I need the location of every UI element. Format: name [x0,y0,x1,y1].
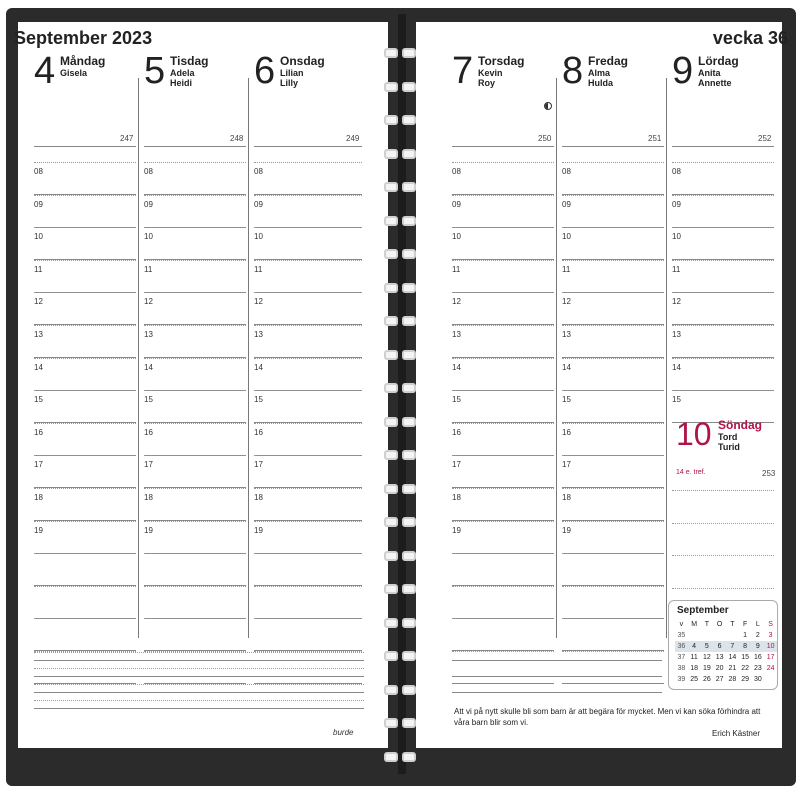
slot-line [254,227,362,228]
binding-ring [384,182,420,192]
hour-label: 10 [254,232,263,242]
calendar-header: S [768,621,773,628]
mini-calendar-table [675,619,777,685]
name-day: Kevin [478,68,503,78]
calendar-day: 2 [755,632,760,639]
hour-label: 08 [672,167,681,176]
left-page [18,22,388,748]
calendar-day: 11 [690,654,698,661]
hour-label: 19 [144,525,153,535]
separator-line [452,146,554,147]
calendar-day: 10 [764,641,777,652]
day-number: 8 [562,50,584,92]
hour-label: 16 [254,427,263,437]
slot-line [452,651,554,652]
slot-line [144,260,246,261]
sunday-name-1: Tord [718,432,738,442]
slot-line [34,521,136,522]
slot-line [562,651,664,652]
hour-label: 12 [144,297,153,307]
slot-line [452,260,554,261]
calendar-header: M [691,621,698,628]
slot-line [452,488,554,489]
binding-ring [384,551,420,561]
slot-line [254,390,362,391]
calendar-day: 19 [702,665,711,672]
hour-label: 15 [562,395,571,405]
hour-label: 10 [562,232,571,242]
hour-label: 19 [34,525,43,535]
calendar-day: 6 [713,641,726,652]
slot-line [254,455,362,456]
slot-line [452,358,554,359]
slot-line [672,490,774,491]
slot-line [452,553,554,554]
moon-phase-icon [544,102,552,110]
slot-line [562,358,664,359]
slot-line [34,358,136,359]
calendar-day: 23 [753,665,762,672]
hour-label: 15 [34,395,43,405]
slot-line [34,227,136,228]
hour-label: 15 [672,395,681,405]
slot-line [34,390,136,391]
slot-line [562,227,664,228]
column-divider [666,78,667,638]
calendar-day: 27 [715,676,724,683]
day-name: Måndag [60,54,106,68]
slot-line [562,455,664,456]
binding-ring [384,685,420,695]
hour-label: 11 [452,264,461,274]
name-day: Annette [698,78,732,88]
name-day: Lilian [280,68,304,78]
slot-line [254,618,362,619]
slot-line [562,683,664,684]
separator-line [672,146,774,147]
slot-line [254,325,362,326]
day-name: Torsdag [478,54,525,68]
slot-line [254,162,362,163]
calendar-day [726,630,739,641]
calendar-day: 20 [715,665,724,672]
slot-line [144,618,246,619]
slot-line [452,292,554,293]
calendar-day: 13 [715,654,724,661]
sunday-name: Söndag [718,418,762,432]
slot-line [672,195,774,196]
separator-line [254,146,362,147]
slot-line [672,227,774,228]
slot-line [562,553,664,554]
binding-ring [384,149,420,159]
slot-line [34,423,136,424]
slot-line [144,488,246,489]
separator-line [34,146,136,147]
name-day: Roy [478,78,496,88]
name-day: Anita [698,68,721,78]
day-number: 7 [452,50,474,92]
name-day: Lilly [280,78,299,88]
slot-line [254,423,362,424]
hour-label: 18 [452,493,461,502]
hour-label: 11 [254,264,263,274]
slot-line [562,195,664,196]
binding-ring [384,752,420,762]
slot-line [254,292,362,293]
calendar-day: 25 [690,676,699,683]
slot-line [562,390,664,391]
slot-line [452,390,554,391]
day-of-year: 249 [346,134,360,143]
calendar-day: 22 [741,665,750,672]
calendar-week: 37 [677,654,686,661]
calendar-week: 35 [677,632,686,639]
slot-line [254,195,362,196]
notes-line [34,660,364,661]
hour-label: 18 [254,493,263,502]
slot-line [34,292,136,293]
day-of-year: 247 [120,134,134,143]
hour-label: 17 [452,460,461,470]
binding-ring [384,718,420,728]
binding-ring [384,584,420,594]
binding-ring [384,82,420,92]
hour-label: 14 [144,362,153,372]
hour-label: 16 [144,427,153,437]
calendar-day: 24 [766,665,775,672]
calendar-day: 16 [753,654,762,661]
slot-line [144,553,246,554]
slot-line [34,586,136,587]
month-title: September 2023 [14,28,153,48]
hour-label: 14 [254,362,263,372]
hour-label: 18 [562,493,571,502]
hour-label: 17 [254,460,263,470]
calendar-header: T [730,621,735,628]
hour-label: 08 [34,167,43,176]
binding-ring [384,618,420,628]
calendar-day: 14 [728,654,737,661]
slot-line [672,523,774,524]
slot-line [144,227,246,228]
sunday-name-2: Turid [718,442,740,452]
slot-line [34,195,136,196]
binding-ring [384,651,420,661]
notes-line [452,692,662,693]
hour-label: 18 [144,493,153,502]
slot-line [34,162,136,163]
hour-label: 15 [452,395,461,405]
column-divider [248,78,249,638]
slot-line [452,586,554,587]
hour-label: 13 [672,330,681,339]
hour-label: 16 [452,427,461,437]
binding-ring [384,216,420,226]
day-number: 4 [34,50,56,92]
hour-label: 11 [144,264,153,274]
notes-line [34,652,364,653]
slot-line [452,195,554,196]
slot-line [672,292,774,293]
hour-label: 11 [34,264,43,274]
hour-label: 12 [452,297,461,307]
hour-label: 13 [34,330,43,339]
mini-calendar [668,600,778,690]
hour-label: 08 [562,167,571,176]
calendar-day [764,674,777,685]
hour-label: 13 [452,330,461,339]
hour-label: 17 [144,460,153,470]
hour-label: 12 [562,297,571,307]
calendar-day [701,630,714,641]
notes-line [34,692,364,693]
binding-ring [384,48,420,58]
calendar-day: 12 [702,654,711,661]
day-of-year: 251 [648,134,662,143]
slot-line [144,195,246,196]
binding-ring [384,350,420,360]
name-day: Alma [588,68,611,78]
hour-label: 16 [562,427,571,437]
slot-line [452,521,554,522]
slot-line [254,488,362,489]
binding-ring [384,283,420,293]
hour-label: 17 [562,460,571,470]
slot-line [452,618,554,619]
calendar-day [713,630,726,641]
slot-line [144,521,246,522]
slot-line [144,423,246,424]
calendar-day: 21 [728,665,737,672]
hour-label: 09 [672,199,681,209]
slot-line [144,325,246,326]
slot-line [562,325,664,326]
notes-line [452,676,662,677]
binding-ring [384,249,420,259]
calendar-day: 9 [752,641,765,652]
slot-line [672,588,774,589]
calendar-day [688,630,701,641]
hour-label: 14 [562,362,571,372]
slot-line [254,586,362,587]
hour-label: 12 [254,297,263,307]
day-name: Fredag [588,54,629,68]
calendar-header: F [742,621,748,628]
hour-label: 13 [254,330,263,339]
notes-line [34,684,364,685]
hour-label: 08 [254,167,263,176]
day-number: 9 [672,50,694,92]
slot-line [562,586,664,587]
calendar-header: v [679,621,684,628]
slot-line [672,325,774,326]
hour-label: 08 [144,167,153,176]
slot-line [144,586,246,587]
slot-line [34,260,136,261]
slot-line [34,455,136,456]
slot-line [34,553,136,554]
week-label: vecka 36 [712,28,788,48]
slot-line [562,618,664,619]
day-number: 5 [144,50,166,92]
slot-line [562,488,664,489]
calendar-week: 38 [677,665,686,672]
calendar-day: 7 [726,641,739,652]
hour-label: 13 [562,330,571,339]
hour-label: 16 [34,427,43,437]
slot-line [144,358,246,359]
day-of-year: 250 [538,134,552,143]
sunday-number: 10 [676,416,712,452]
slot-line [452,162,554,163]
slot-line [34,618,136,619]
hour-label: 15 [144,395,153,405]
hour-label: 10 [452,232,461,242]
calendar-day: 8 [739,641,752,652]
hour-label: 08 [452,167,461,176]
hour-label: 10 [34,232,43,242]
notes-line [34,676,364,677]
hour-label: 18 [34,493,43,502]
slot-line [144,390,246,391]
hour-label: 19 [562,525,571,535]
slot-line [254,260,362,261]
binding-ring [384,115,420,125]
slot-line [452,227,554,228]
notes-line [34,668,364,669]
name-day: Adela [170,68,195,78]
hour-label: 11 [562,264,571,274]
hour-label: 14 [672,362,681,372]
calendar-week: 39 [677,676,686,683]
hour-label: 19 [254,525,263,535]
quote-text: Att vi på nytt skulle bli som barn är att begära för mycket. Men vi kan söka förhindra att våra barn blir som vi. [454,707,761,727]
calendar-day: 30 [753,676,762,683]
separator-line [144,146,246,147]
calendar-day: 1 [743,632,748,639]
name-day: Heidi [170,78,193,88]
slot-line [562,292,664,293]
slot-line [672,162,774,163]
mini-calendar-title: September [677,605,729,616]
hour-label: 09 [562,199,571,209]
calendar-day: 15 [741,654,750,661]
binding-ring [384,417,420,427]
day-name: Lördag [698,54,739,68]
hour-label: 09 [452,199,461,209]
slot-line [144,455,246,456]
calendar-day: 4 [688,641,701,652]
slot-line [562,162,664,163]
slot-line [672,260,774,261]
hour-label: 12 [672,297,681,307]
day-of-year: 248 [230,134,244,143]
hour-label: 09 [144,199,153,209]
slot-line [144,162,246,163]
calendar-header: T [704,621,710,628]
hour-label: 13 [144,330,153,339]
slot-line [452,325,554,326]
calendar-day: 17 [766,654,775,661]
binding-ring [384,450,420,460]
slot-line [452,683,554,684]
slot-line [562,521,664,522]
hour-label: 14 [452,362,461,372]
slot-line [452,455,554,456]
day-name: Tisdag [170,54,209,68]
calendar-day: 29 [741,676,750,683]
column-divider [138,78,139,638]
calendar-header: O [716,621,723,628]
calendar-day: 5 [701,641,714,652]
binding-ring [384,484,420,494]
slot-line [562,423,664,424]
slot-line [144,292,246,293]
calendar-day: 18 [690,665,699,672]
binding-ring [384,517,420,527]
slot-line [672,555,774,556]
day-of-year: 252 [758,134,772,143]
day-name: Onsdag [280,54,325,68]
calendar-day: 28 [728,676,737,683]
binding-ring [384,316,420,326]
hour-label: 15 [254,395,263,405]
slot-line [34,488,136,489]
slot-line [254,521,362,522]
quote-author: Erich Kästner [711,729,760,738]
calendar-day: 26 [702,676,711,683]
slot-line [672,390,774,391]
hour-label: 09 [254,199,263,209]
hour-label: 12 [34,297,43,307]
brand-logo: burde [333,728,354,737]
hour-label: 10 [144,232,153,242]
notes-line [452,660,662,661]
slot-line [672,358,774,359]
hour-label: 14 [34,362,43,372]
day-number: 6 [254,50,276,92]
name-day: Gisela [60,68,88,78]
hour-label: 10 [672,232,681,242]
calendar-week: 36 [675,641,688,652]
hour-label: 19 [452,525,461,535]
name-day: Hulda [588,78,614,88]
notes-line [34,700,364,701]
hour-label: 09 [34,199,43,209]
hour-label: 17 [34,460,43,470]
slot-line [562,260,664,261]
sunday-note: 14 e. tref. [676,469,706,476]
separator-line [562,146,664,147]
slot-line [254,358,362,359]
column-divider [556,78,557,638]
slot-line [254,553,362,554]
calendar-day: 3 [768,632,773,639]
binding-ring [384,383,420,393]
hour-label: 11 [672,264,681,274]
sunday-day-of-year: 253 [762,469,776,478]
calendar-header: L [755,621,760,628]
slot-line [34,325,136,326]
notes-line [34,708,364,709]
slot-line [452,423,554,424]
